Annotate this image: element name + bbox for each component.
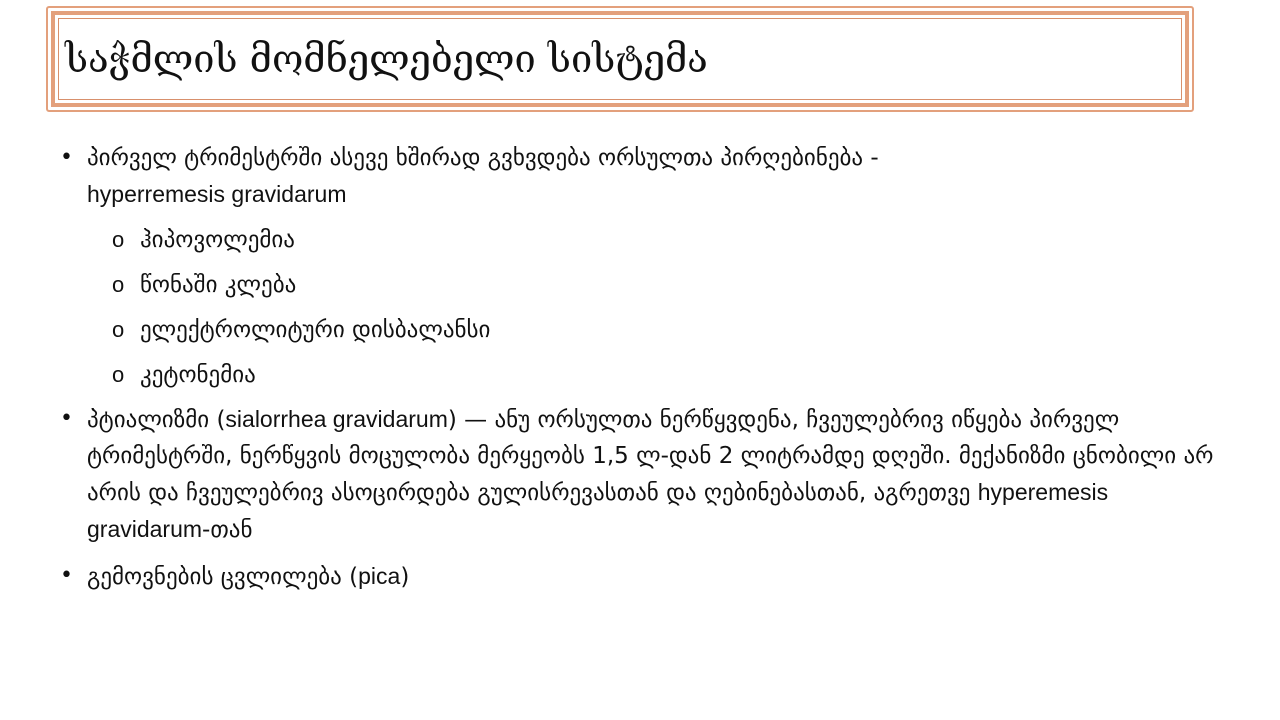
sub-item-text: ელექტროლიტური დისბალანსი (140, 317, 491, 343)
bullet-text-latin: sialorrhea gravidarum (225, 406, 448, 432)
bullet-text: პირველ ტრიმესტრში ასევე ხშირად გვხვდება ორსულთა პირღებინება - (87, 145, 879, 171)
sub-item-hypovolemia (60, 222, 1220, 258)
slide-title: საჭმლის მომნელებელი სისტემა (65, 37, 708, 81)
bullet-marker: • (60, 145, 73, 170)
bullet-text-part: ) (400, 564, 410, 590)
bullet-text-part: პტიალიზმი ( (87, 407, 226, 433)
bullet-text-part: -თან (202, 517, 253, 543)
slide-content (60, 140, 1220, 595)
title-frame-core (58, 18, 1182, 100)
sub-item-text: კეტონემია (140, 362, 256, 388)
sub-marker: o (112, 227, 125, 252)
bullet-text-latin: hyperremesis gravidarum (87, 181, 347, 207)
sub-item-ketonemia (60, 357, 1220, 393)
sub-item-electrolyte (60, 312, 1220, 348)
sub-marker: o (112, 317, 125, 342)
sub-marker: o (112, 362, 125, 387)
bullet-pica (60, 558, 1220, 595)
bullet-text-latin: pica (358, 563, 401, 589)
sub-item-weight-loss (60, 267, 1220, 303)
bullet-ptyalism (60, 401, 1220, 548)
bullet-text-part: ) — ანუ ორსულთა ნერწყვდენა, ჩვეულებრივ იწყება პირველ ტრიმესტრში, ნერწყვის მოცულობა მერყეობს 1,5 ლ-დან 2 ლიტრამდე დღეში. მექანიზმი ცნობილი არ არის და ჩვეულებრივ ასოცირდება გულისრევასთან და ღებინებასთან, აგრეთვე (87, 407, 1214, 506)
title-frame-inner (51, 11, 1189, 107)
sub-marker: o (112, 272, 125, 297)
bullet-text-latin: hyperemesis gravidarum (87, 479, 1109, 542)
sub-item-text: წონაში კლება (140, 272, 297, 298)
bullet-text-part: გემოვნების ცვლილება ( (87, 564, 359, 590)
bullet-hyperemesis (60, 140, 1220, 213)
sub-item-text: ჰიპოვოლემია (140, 227, 295, 253)
bullet-marker: • (60, 563, 73, 588)
bullet-marker: • (60, 406, 73, 431)
title-frame (46, 6, 1194, 112)
